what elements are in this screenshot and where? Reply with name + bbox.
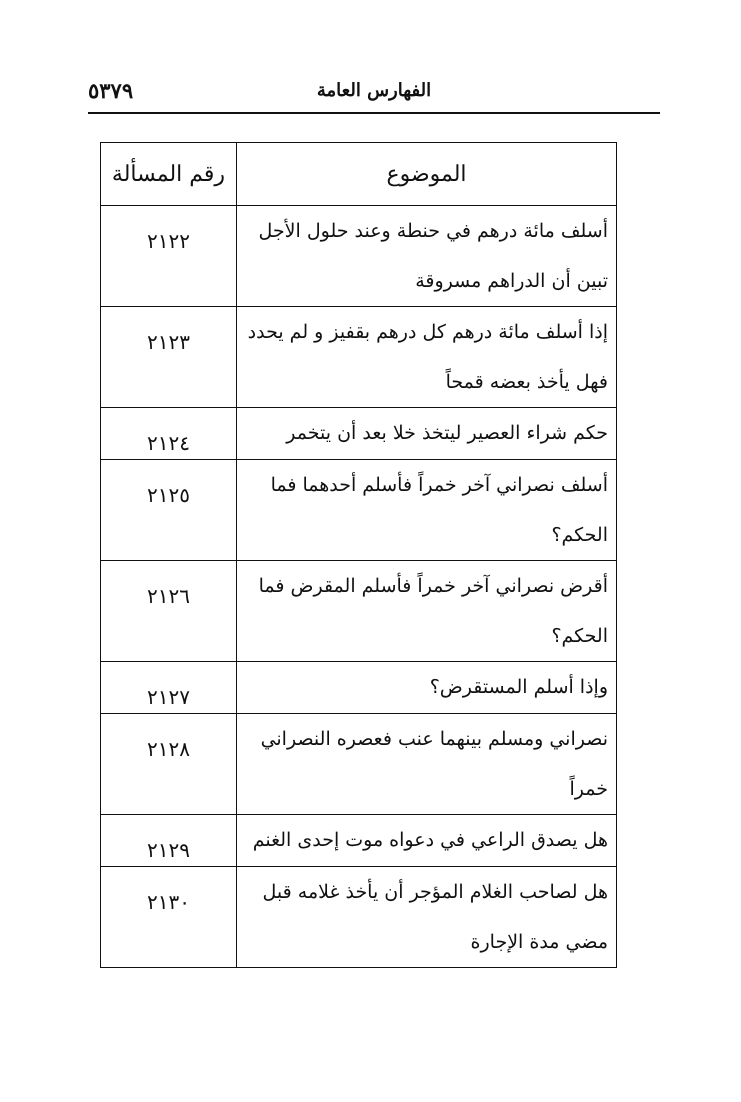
number-cell: ٢١٢٩	[101, 815, 237, 867]
table-row	[101, 867, 617, 968]
topic-cell: وإذا أسلم المستقرض؟	[237, 662, 617, 714]
number-cell: ٢١٢٥	[101, 460, 237, 561]
table-row	[101, 662, 617, 714]
number-cell: ٢١٣٠	[101, 867, 237, 968]
table-row	[101, 815, 617, 867]
table-row	[101, 714, 617, 815]
number-cell: ٢١٢٨	[101, 714, 237, 815]
running-title: الفهارس العامة	[316, 80, 432, 101]
table-row	[101, 307, 617, 408]
topic-cell: أقرض نصراني آخر خمراً فأسلم المقرض فما الحكم؟	[237, 561, 617, 662]
index-table	[100, 142, 617, 968]
table-row	[101, 561, 617, 662]
topic-cell: نصراني ومسلم بينهما عنب فعصره النصراني خمراً	[237, 714, 617, 815]
number-cell: ٢١٢٧	[101, 662, 237, 714]
topic-cell: أسلف نصراني آخر خمراً فأسلم أحدهما فما الحكم؟	[237, 460, 617, 561]
topic-cell: إذا أسلف مائة درهم كل درهم بقفيز و لم يحدد فهل يأخذ بعضه قمحاً	[237, 307, 617, 408]
page-header	[88, 78, 660, 112]
header-rule	[88, 112, 660, 114]
table-header-row	[101, 143, 617, 206]
table-row	[101, 460, 617, 561]
page-number: ٥٣٧٩	[88, 78, 134, 103]
topic-cell: أسلف مائة درهم في حنطة وعند حلول الأجل تبين أن الدراهم مسروقة	[237, 206, 617, 307]
column-header-number: رقم المسألة	[101, 143, 237, 206]
number-cell: ٢١٢٢	[101, 206, 237, 307]
table-row	[101, 206, 617, 307]
column-header-topic: الموضوع	[237, 143, 617, 206]
number-cell: ٢١٢٤	[101, 408, 237, 460]
number-cell: ٢١٢٣	[101, 307, 237, 408]
number-cell: ٢١٢٦	[101, 561, 237, 662]
topic-cell: حكم شراء العصير ليتخذ خلا بعد أن يتخمر	[237, 408, 617, 460]
table-row	[101, 408, 617, 460]
topic-cell: هل يصدق الراعي في دعواه موت إحدى الغنم	[237, 815, 617, 867]
topic-cell: هل لصاحب الغلام المؤجر أن يأخذ غلامه قبل مضي مدة الإجارة	[237, 867, 617, 968]
